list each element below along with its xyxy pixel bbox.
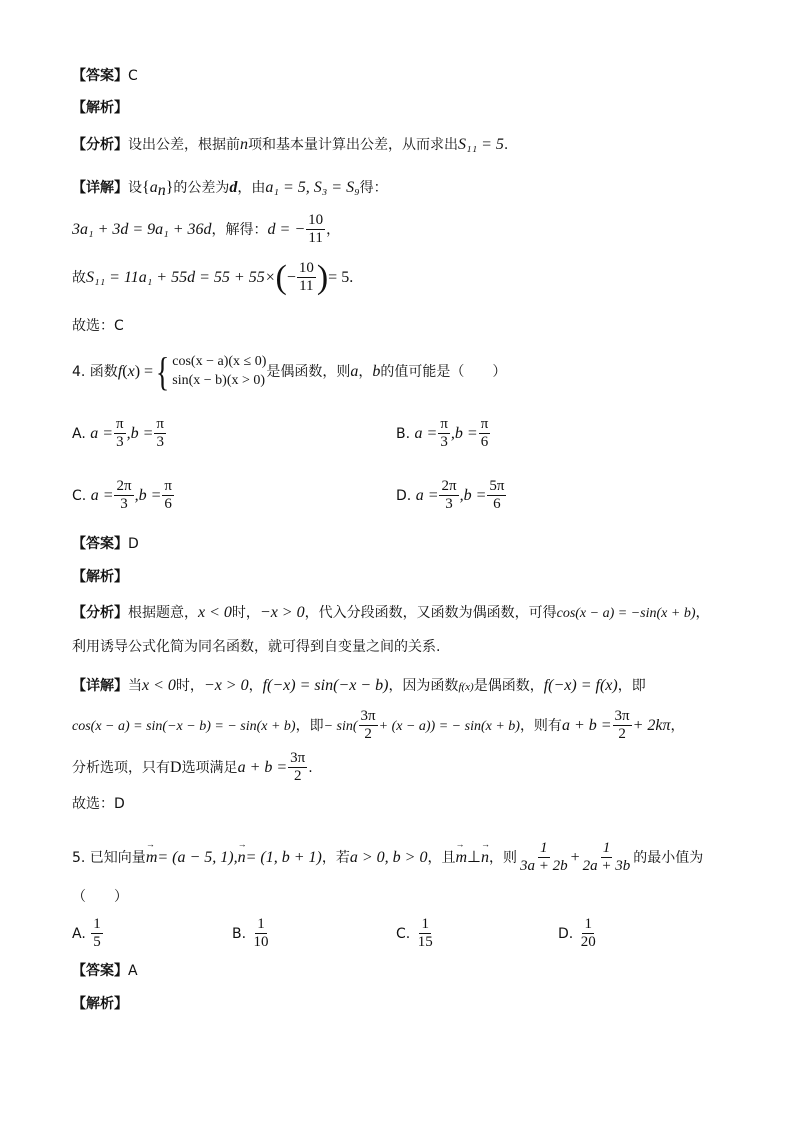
q4-option-d[interactable]: D. a = $\frac{2\pi}{3}$ ,b = $\frac{5\pi}{6}$ [396,478,505,513]
q4-answer-line: 【答案】D [72,536,139,552]
q4-option-b[interactable]: B. a = $\frac{\pi}{3}$ ,b = $\frac{\pi}{6}$ [396,416,489,451]
q5-option-c[interactable]: C. $\frac{1}{15}$ [396,916,433,951]
q4-fenxi-line-2: 利用诱导公式化简为同名函数，就可得到自变量之间的关系. [72,639,441,655]
q3-analysis-tag: 【解析】 [72,100,128,116]
piecewise-cases: cos(x − a)(x ≤ 0) sin(x − b)(x > 0) [172,354,267,388]
q3-equation-1: 3a₁ + 3d = 9a₁ + 36d，解得：d = − $\frac{10}{11}$ ， [72,212,341,247]
q5-answer-line: 【答案】A [72,963,138,979]
q5-analysis-tag: 【解析】 [72,996,128,1012]
q5-option-b[interactable]: B. $\frac{1}{10}$ [232,916,269,951]
q4-fenxi-line-1: 【分析】根据题意，x < 0时，−x > 0，代入分段函数，又函数为偶函数，可得cos(x − a) = −sin(x + b)， [72,604,710,621]
q4-xiangjie-line-1: 【详解】当x < 0时，−x > 0，f(−x) = sin(−x − b)，因为函数f(x)是偶函数，f(−x) = f(x)，即 [72,677,646,694]
q3-fenxi-line: 【分析】设出公差，根据前n项和基本量计算出公差，从而求出S₁₁ = 5. [72,136,509,153]
q5-stem: 5. 已知向量→ m= (a − 5, 1),→ n= (1, b + 1)，若a > 0, b > 0，且→ m⊥→ n，则 $\frac{1}{3a + 2b}$ + $\frac{1}{2a + 3b}$ 的最小值为 [72,840,703,876]
q5-paren: （ ） [72,889,128,905]
q4-option-a[interactable]: A. a = $\frac{\pi}{3}$ ,b = $\frac{\pi}{3}$ [72,416,164,451]
q4-choose: 故选：D [72,796,125,812]
fraction: $\frac{10}{11}$ [298,260,314,295]
fraction: $\frac{10}{11}$ [308,212,324,247]
q4-xiangjie-line-2: cos(x − a) = sin(−x − b) = − sin(x + b)，即− sin( $\frac{3\pi}{2}$ + (x − a)) = − sin(x + b)，则有a + b = $\frac{3\pi}{2}$ + 2kπ， [72,708,685,743]
q3-xiangjie-line: 【详解】设$\{a_n\}$的公差为d，由a₁ = 5, S₃ = S₉得： [72,179,388,199]
q5-option-d[interactable]: D. $\frac{1}{20}$ [558,916,596,951]
q4-xiangjie-line-3: 分析选项，只有D选项满足a + b = $\frac{3\pi}{2}$ . [72,750,313,785]
q3-answer-line [72,68,138,85]
q4-analysis-tag: 【解析】 [72,569,128,585]
q4-stem: 4. 函数f(x) ={ cos(x − a)(x ≤ 0) sin(x − b)(x > 0) 是偶函数，则a，b的值可能是（ ） [72,349,507,394]
answer-tag: 【答案】 [72,68,128,84]
q3-equation-2: 故S₁₁ = 11a₁ + 55d = 55 + 55×(− $\frac{10}{11}$ )= 5. [72,258,354,296]
answer-value: C [128,68,138,84]
q4-option-c[interactable]: C. a = $\frac{2\pi}{3}$ ,b = $\frac{\pi}{6}$ [72,478,172,513]
q5-option-a[interactable]: A. $\frac{1}{5}$ [72,916,101,951]
q3-choose: 故选：C [72,318,124,334]
